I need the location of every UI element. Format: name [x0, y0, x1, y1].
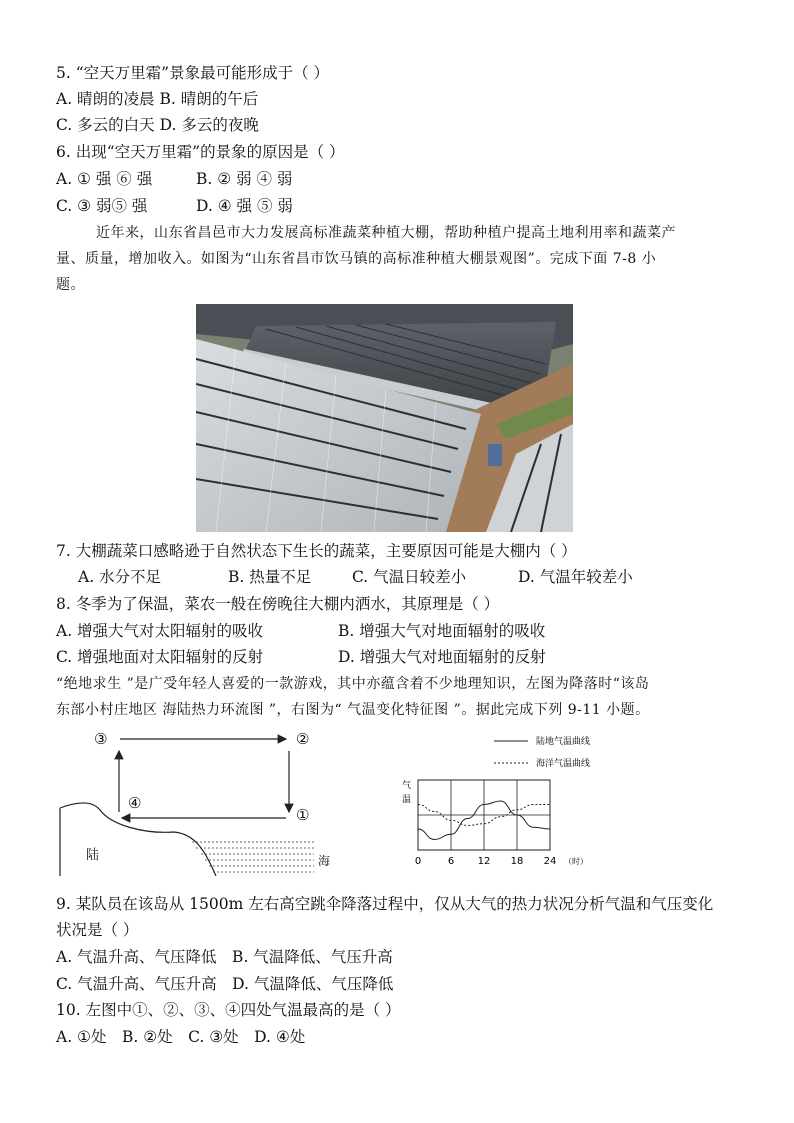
temperature-chart-svg — [396, 730, 616, 875]
q9-options-ab: A. 气温升高、气压降低 B. 气温降低、气压升高 — [56, 948, 393, 966]
coastline — [60, 803, 216, 876]
greenhouse-photo — [196, 304, 573, 532]
circulation-svg — [56, 726, 346, 876]
q8-option-d: D. 增强大气对地面辐射的反射 — [338, 648, 546, 666]
passage1-line3: 题。 — [56, 277, 85, 293]
land-label: 陆 — [86, 848, 100, 863]
q6-option-d: D. ④ 强 ⑤ 弱 — [196, 197, 293, 215]
q8-option-a: A. 增强大气对太阳辐射的吸收 — [56, 622, 264, 640]
legend-sea-label: 海洋气温曲线 — [536, 759, 591, 769]
q5-options-ab: A. 晴朗的凌晨 B. 晴朗的午后 — [56, 90, 259, 108]
x-tick-label: 6 — [447, 856, 455, 867]
sea-dashes — [192, 842, 314, 872]
point-4-label: ④ — [128, 794, 142, 812]
q10-stem: 10. 左图中①、②、③、④四处气温最高的是（ ） — [56, 1001, 401, 1019]
q8-stem: 8. 冬季为了保温，菜农一般在傍晚往大棚内洒水，其原理是（ ） — [56, 595, 500, 613]
passage2-line1: “绝地求生 ”是广受年轻人喜爱的一款游戏，其中亦蕴含着不少地理知识，左图为降落时“该岛 — [56, 676, 650, 692]
legend-land-label: 陆地气温曲线 — [536, 737, 591, 747]
q6-option-b: B. ② 弱 ④ 弱 — [196, 170, 293, 188]
q7-option-b: B. 热量不足 — [228, 568, 312, 586]
passage2-line2: 东部小村庄地区 海陆热力环流图 ”，右图为“ 气温变化特征图 ”。据此完成下列 9-11 小题。 — [56, 702, 650, 718]
temperature-chart — [396, 730, 616, 875]
ylabel-char-1: 气 — [402, 781, 412, 791]
q7-option-d: D. 气温年较差小 — [518, 568, 633, 586]
q9-options-cd: C. 气温升高、气压升高 D. 气温降低、气压降低 — [56, 975, 394, 993]
q8-option-c: C. 增强地面对太阳辐射的反射 — [56, 648, 264, 666]
x-unit-label: （时） — [564, 857, 588, 866]
q5-options-cd: C. 多云的白天 D. 多云的夜晚 — [56, 116, 259, 134]
x-tick-label: 18 — [510, 856, 524, 867]
x-tick-label: 12 — [477, 856, 491, 867]
q5-stem: 5. “空天万里霜”景象最可能形成于（ ） — [56, 64, 329, 82]
sea-label: 海 — [318, 854, 331, 868]
passage1-line2: 量、质量，增加收入。如图为“山东省昌市饮马镇的高标准种植大棚景观图”。完成下面 7-8 小 — [56, 251, 657, 267]
passage1-line1: 近年来，山东省昌邑市大力发展高标准蔬菜种植大棚，帮助种植户提高土地利用率和蔬菜产 — [96, 225, 676, 241]
land-sea-circulation-diagram — [56, 726, 346, 876]
q6-option-c: C. ③ 弱⑤ 强 — [56, 197, 148, 215]
q6-option-a: A. ① 强 ⑥ 强 — [56, 170, 153, 188]
q9-stem-line1: 9. 某队员在该岛从 1500m 左右高空跳伞降落过程中，仅从大气的热力状况分析气温和气压变化 — [56, 895, 714, 913]
q7-stem: 7. 大棚蔬菜口感略逊于自然状态下生长的蔬菜，主要原因可能是大棚内（ ） — [56, 542, 577, 560]
q7-option-c: C. 气温日较差小 — [352, 568, 467, 586]
q9-stem-line2: 状况是（ ） — [56, 921, 139, 939]
q10-options: A. ①处 B. ②处 C. ③处 D. ④处 — [56, 1028, 306, 1046]
ylabel-char-2: 温 — [402, 795, 412, 805]
x-tick-label: 0 — [414, 856, 422, 867]
point-3-label: ③ — [94, 730, 108, 748]
x-ticks — [415, 856, 557, 867]
point-1-label: ① — [296, 806, 310, 824]
greenhouse-illustration — [196, 304, 573, 532]
q7-option-a: A. 水分不足 — [78, 568, 162, 586]
x-tick-label: 24 — [543, 856, 557, 867]
q6-stem: 6. 出现“空天万里霜”的景象的原因是（ ） — [56, 143, 345, 161]
point-2-label: ② — [296, 730, 310, 748]
q8-option-b: B. 增强大气对地面辐射的吸收 — [338, 622, 546, 640]
